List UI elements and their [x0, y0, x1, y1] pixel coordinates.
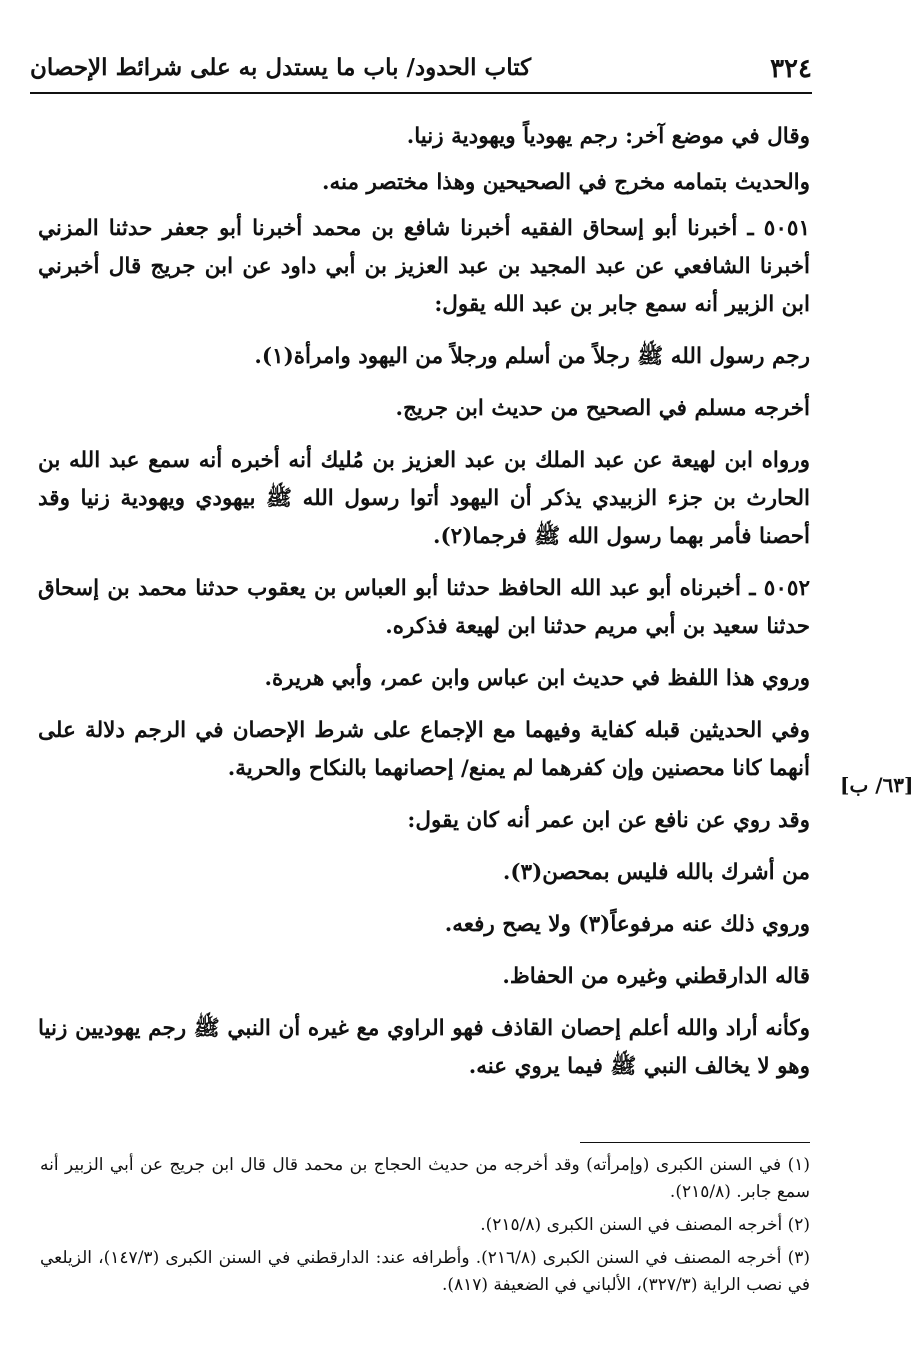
footnote: (١) في السنن الكبرى (وإمرأته) وقد أخرجه من حديث الحجاج بن محمد قال قال ابن جريج عن أبي الزبير أنه سمع جابر. (٢١٥/٨).: [40, 1155, 810, 1202]
hadith-paragraph-5052: ٥٠٥٢ ـ أخبرناه أبو عبد الله الحافظ حدثنا أبو العباس بن يعقوب حدثنا محمد بن إسحاق حدثنا سعيد بن أبي مريم حدثنا ابن لهيعة فذكره.: [38, 576, 810, 639]
paragraph: ورواه ابن لهيعة عن عبد الملك بن عبد العزيز بن مُليك أنه أخبره أنه سمع عبد الله بن الحارث بن جزء الزبيدي يذكر أن اليهود أتوا رسول الله ﷺ بيهودي ويهودية زنيا وقد أحصنا فأمر بهما رسول الله ﷺ فرجما(٢).: [38, 448, 810, 549]
paragraph: وكأنه أراد والله أعلم إحصان القاذف فهو الراوي مع غيره أن النبي ﷺ رجم يهوديين زنيا وهو لا يخالف النبي ﷺ فيما يروي عنه.: [38, 1016, 810, 1079]
footnote: (٣) أخرجه المصنف في السنن الكبرى (٢١٦/٨). وأطرافه عند: الدارقطني في السنن الكبرى (١٤٧/٣)، الزيلعي في نصب الراية (٣٢٧/٣)، الألباني في الضعيفة (٨١٧).: [40, 1248, 810, 1295]
page-number: ٣٢٤: [770, 54, 812, 84]
paragraph: وروي هذا اللفظ في حديث ابن عباس وابن عمر، وأبي هريرة.: [264, 666, 810, 691]
footnote-rule: [580, 1142, 810, 1143]
manuscript-folio-marker: [٦٣/ ب]: [840, 773, 914, 797]
page-header: [30, 48, 812, 88]
paragraph: والحديث بتمامه مخرج في الصحيحين وهذا مختصر منه.: [321, 170, 810, 195]
paragraph: رجم رسول الله ﷺ رجلاً من أسلم ورجلاً من اليهود وامرأة(١).: [254, 344, 810, 369]
footnotes: [40, 1152, 810, 1305]
hadith-paragraph-5051: ٥٠٥١ ـ أخبرنا أبو إسحاق الفقيه أخبرنا شافع بن محمد أخبرنا أبو جعفر حدثنا المزني أخبرنا الشافعي عن عبد المجيد بن عبد العزيز بن أبي داود عن ابن جريج قال أخبرني ابن الزبير أنه سمع جابر بن عبد الله يقول:: [38, 216, 810, 317]
paragraph: وقد روي عن نافع عن ابن عمر أنه كان يقول:: [407, 808, 810, 833]
paragraph: من أشرك بالله فليس بمحصن(٣).: [502, 860, 810, 885]
paragraph: أخرجه مسلم في الصحيح من حديث ابن جريج.: [395, 396, 810, 421]
footnote: (٢) أخرجه المصنف في السنن الكبرى (٢١٥/٨).: [480, 1215, 810, 1235]
header-rule: [30, 92, 812, 94]
paragraph: وقال في موضع آخر: رجم يهودياً ويهودية زنيا.: [406, 124, 810, 149]
paragraph: قاله الدارقطني وغيره من الحفاظ.: [502, 964, 810, 989]
running-title: كتاب الحدود/ باب ما يستدل به على شرائط الإحصان: [30, 54, 532, 81]
paragraph: وروي ذلك عنه مرفوعاً(٣) ولا يصح رفعه.: [444, 912, 810, 937]
paragraph: وفي الحديثين قبله كفاية وفيهما مع الإجماع على شرط الإحصان في الرجم دلالة على أنهما كانا محصنين وإن كفرهما لم يمنع/ إحصانهما بالنكاح والحرية.: [38, 718, 810, 781]
main-text: [38, 118, 810, 1100]
